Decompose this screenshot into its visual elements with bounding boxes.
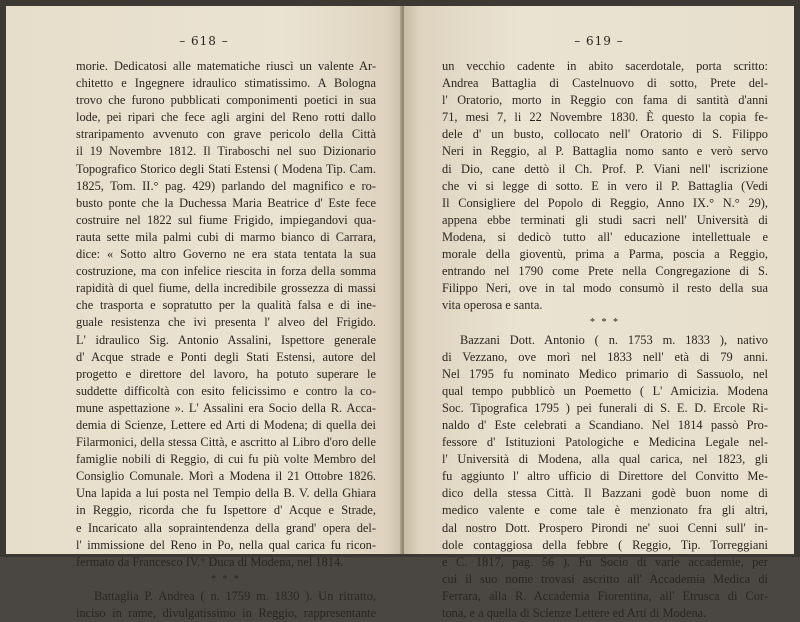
- text-line: dole contaggiosa della febbre ( Reggio, Tip. Torreggiani: [442, 537, 768, 552]
- section-separator: * * *: [590, 317, 620, 329]
- text-line: morale della gioventù, prima a Parma, poscia a Reggio,: [442, 247, 768, 262]
- text-line: l' Oratorio, morto in Reggio con fama di santità d'anni: [442, 93, 768, 108]
- text-line: Consiglio Comunale. Morì a Modena il 21 Ottobre 1826.: [76, 469, 376, 484]
- text-line: cui il suo nome trovasi ascritto all' Accademia Medica di: [442, 571, 768, 586]
- text-line: chitetto e Ingegnere idraulico stimatissimo. A Bologna: [76, 76, 376, 91]
- text-line: Bazzani Dott. Antonio ( n. 1753 m. 1833 ), nativo: [460, 332, 768, 347]
- text-line: costruzione, ma con infelice riescita in forza della somma: [76, 264, 376, 279]
- text-line: 71, mesi 7, li 22 Novembre 1830. È questo la copia fe-: [442, 110, 768, 125]
- section-separator: * * *: [211, 573, 241, 585]
- text-line: famiglie nobili di Reggio, di cui fu più volte Membro del: [76, 452, 376, 467]
- text-line: Neri in Reggio, al P. Battaglia nomo santo e verò servo: [442, 144, 768, 159]
- text-line: Battaglia P. Andrea ( n. 1759 m. 1830 ). Un ritratto,: [94, 588, 376, 603]
- text-line: tona, e a quella di Scienze Lettere ed Arti di Modena.: [442, 606, 707, 620]
- text-line: d' Acque strade e Ponti degli Stati Estensi, autore del: [76, 349, 376, 364]
- right-page-number: – 619 –: [574, 34, 624, 48]
- text-line: dico della stessa Città. Il Bazzani godè buon nome di: [442, 486, 768, 501]
- text-line: l' immissione del Reno in Po, nella qual carica fu ricon-: [76, 537, 376, 552]
- text-line: un vecchio cadente in abito sacerdotale, porta scritto:: [442, 59, 768, 73]
- text-line: Topografico Storico degli Stati Estensi ( Modena Tip. Cam.: [76, 161, 376, 176]
- text-line: demia di Scienze, Lettere ed Arti di Modena; di quella dei: [76, 417, 376, 432]
- text-line: fu aggiunto l' altro ufficio di Direttore del Convitto Me-: [442, 469, 768, 484]
- text-line: entrando nel 1790 come Prete nella Congregazione di S.: [442, 264, 768, 279]
- text-line: trovo che furono pubblicati componimenti poetici in sua: [76, 93, 376, 108]
- left-page-text: [76, 58, 376, 622]
- text-line: in Reggio, ricorda che fu Ispettore d' Acque e Strade,: [76, 503, 376, 518]
- text-line: fermato da Francesco IV.° Duca di Modena, nel 1814.: [76, 554, 344, 569]
- text-line: busto ponte che la Duchessa Maria Beatrice d' Este fece: [76, 195, 376, 210]
- text-line: Il Consigliere del Popolo di Reggio, Anno IX.° N.° 29),: [442, 195, 768, 210]
- text-line: fessore d' Istituzioni Patologiche e Medicina Legale nel-: [442, 435, 768, 450]
- text-line: Soc. Tipografica 1795 ) pei funerali di S. E. D. Ercole Ri-: [442, 400, 768, 415]
- text-line: Filippo Neri, ove in tal modo consumò il resto della sua: [442, 281, 768, 296]
- text-line: Filarmonici, della stessa Città, e ascritto al Libro d'oro delle: [76, 435, 376, 450]
- right-page-text: [442, 58, 768, 622]
- text-line: Ferrara, alla R. Accademia Fiorentina, all' Etrusca di Cor-: [442, 588, 768, 603]
- text-line: il 19 Novembre 1812. Il Tiraboschi nel suo Dizionario: [76, 144, 376, 159]
- text-line: suddette difficoltà con esito felicissimo e contro la co-: [76, 383, 376, 398]
- text-line: appena ebbe terminati gli studi sacri nell' Università di: [442, 212, 768, 227]
- text-line: dice: « Sotto altro Governo ne era stata tentata la sua: [76, 247, 376, 262]
- text-line: lode, pei ripari che fece agli argini del Reno rotti dallo: [76, 110, 376, 125]
- text-line: guale resistenza che ivi presenta l' alveo del Frigido.: [76, 315, 376, 330]
- text-line: costruire nel 1822 sul fiume Frigido, impiegandovi qua-: [76, 212, 376, 227]
- text-line: medico valente e come tale è menzionato fra gli altri,: [442, 503, 768, 518]
- text-line: rauta sette mila palmi cubi di marmo bianco di Carrara,: [76, 229, 376, 244]
- text-line: che vi si legge di sotto. E in vero il P. Battaglia (Vedi: [442, 178, 768, 193]
- text-line: dele d' un busto, collocato nell' Oratorio di S. Filippo: [442, 127, 768, 142]
- left-page-number: – 618 –: [179, 34, 229, 48]
- text-line: rapidità di quel fiume, della incredibile grossezza di massi: [76, 281, 376, 296]
- text-line: progetto e direttore del lavoro, ha potuto superare le: [76, 366, 376, 381]
- left-page: [6, 6, 402, 620]
- text-line: naldo d' Este celebrati a Scandiano. Nel 1814 passò Pro-: [442, 417, 768, 432]
- text-line: Andrea Battaglia di Castelnuovo di sotto, Prete del-: [442, 76, 768, 91]
- text-line: dal nostro Dott. Prospero Pirondi ne' suoi Cenni sull' in-: [442, 520, 768, 535]
- text-line: l' Università di Modena, alla qual carica, nel 1823, gli: [442, 452, 768, 467]
- text-line: e C. 1817, pag. 56 ). Fu Socio di varie accademie, per: [442, 554, 768, 569]
- text-line: qual tempo pubblicò un Poemetto ( L' Amicizia. Modena: [442, 383, 768, 398]
- text-line: vita operosa e santa.: [442, 298, 543, 313]
- text-line: Nel 1795 fu nominato Medico primario di Sassuolo, nel: [442, 366, 768, 381]
- text-line: mune aspettazione ». L' Assalini era Socio della R. Acca-: [76, 400, 376, 415]
- text-line: Modena, si dedicò tutto all' educazione intellettuale e: [442, 229, 768, 244]
- text-line: e Incaricato alla sopraintendenza della grand' opera del-: [76, 520, 376, 535]
- text-line: straripamento avvenuto con grave pericolo della Città: [76, 127, 376, 142]
- right-page: [404, 6, 794, 620]
- text-line: 1825, Tom. II.° pag. 429) parlando del magnifico e ro-: [76, 178, 376, 193]
- text-line: Una lapida a lui posta nel Tempio della B. V. della Ghiara: [76, 486, 376, 501]
- text-line: morie. Dedicatosi alle matematiche riuscì un valente Ar-: [76, 59, 376, 73]
- text-line: L' idraulico Sig. Antonio Assalini, Ispettore generale: [76, 332, 376, 347]
- text-line: di Vezzano, ove morì nel 1833 nell' età di 79 anni.: [442, 349, 768, 364]
- text-line: che trasporta e sopratutto per la qualità falsa e di ine-: [76, 298, 376, 313]
- text-line: inciso in rame, divulgatissimo in Reggio, rappresentante: [76, 606, 376, 620]
- text-line: di Dio, cane dettò il Ch. Prof. P. Viani nell' iscrizione: [442, 161, 768, 176]
